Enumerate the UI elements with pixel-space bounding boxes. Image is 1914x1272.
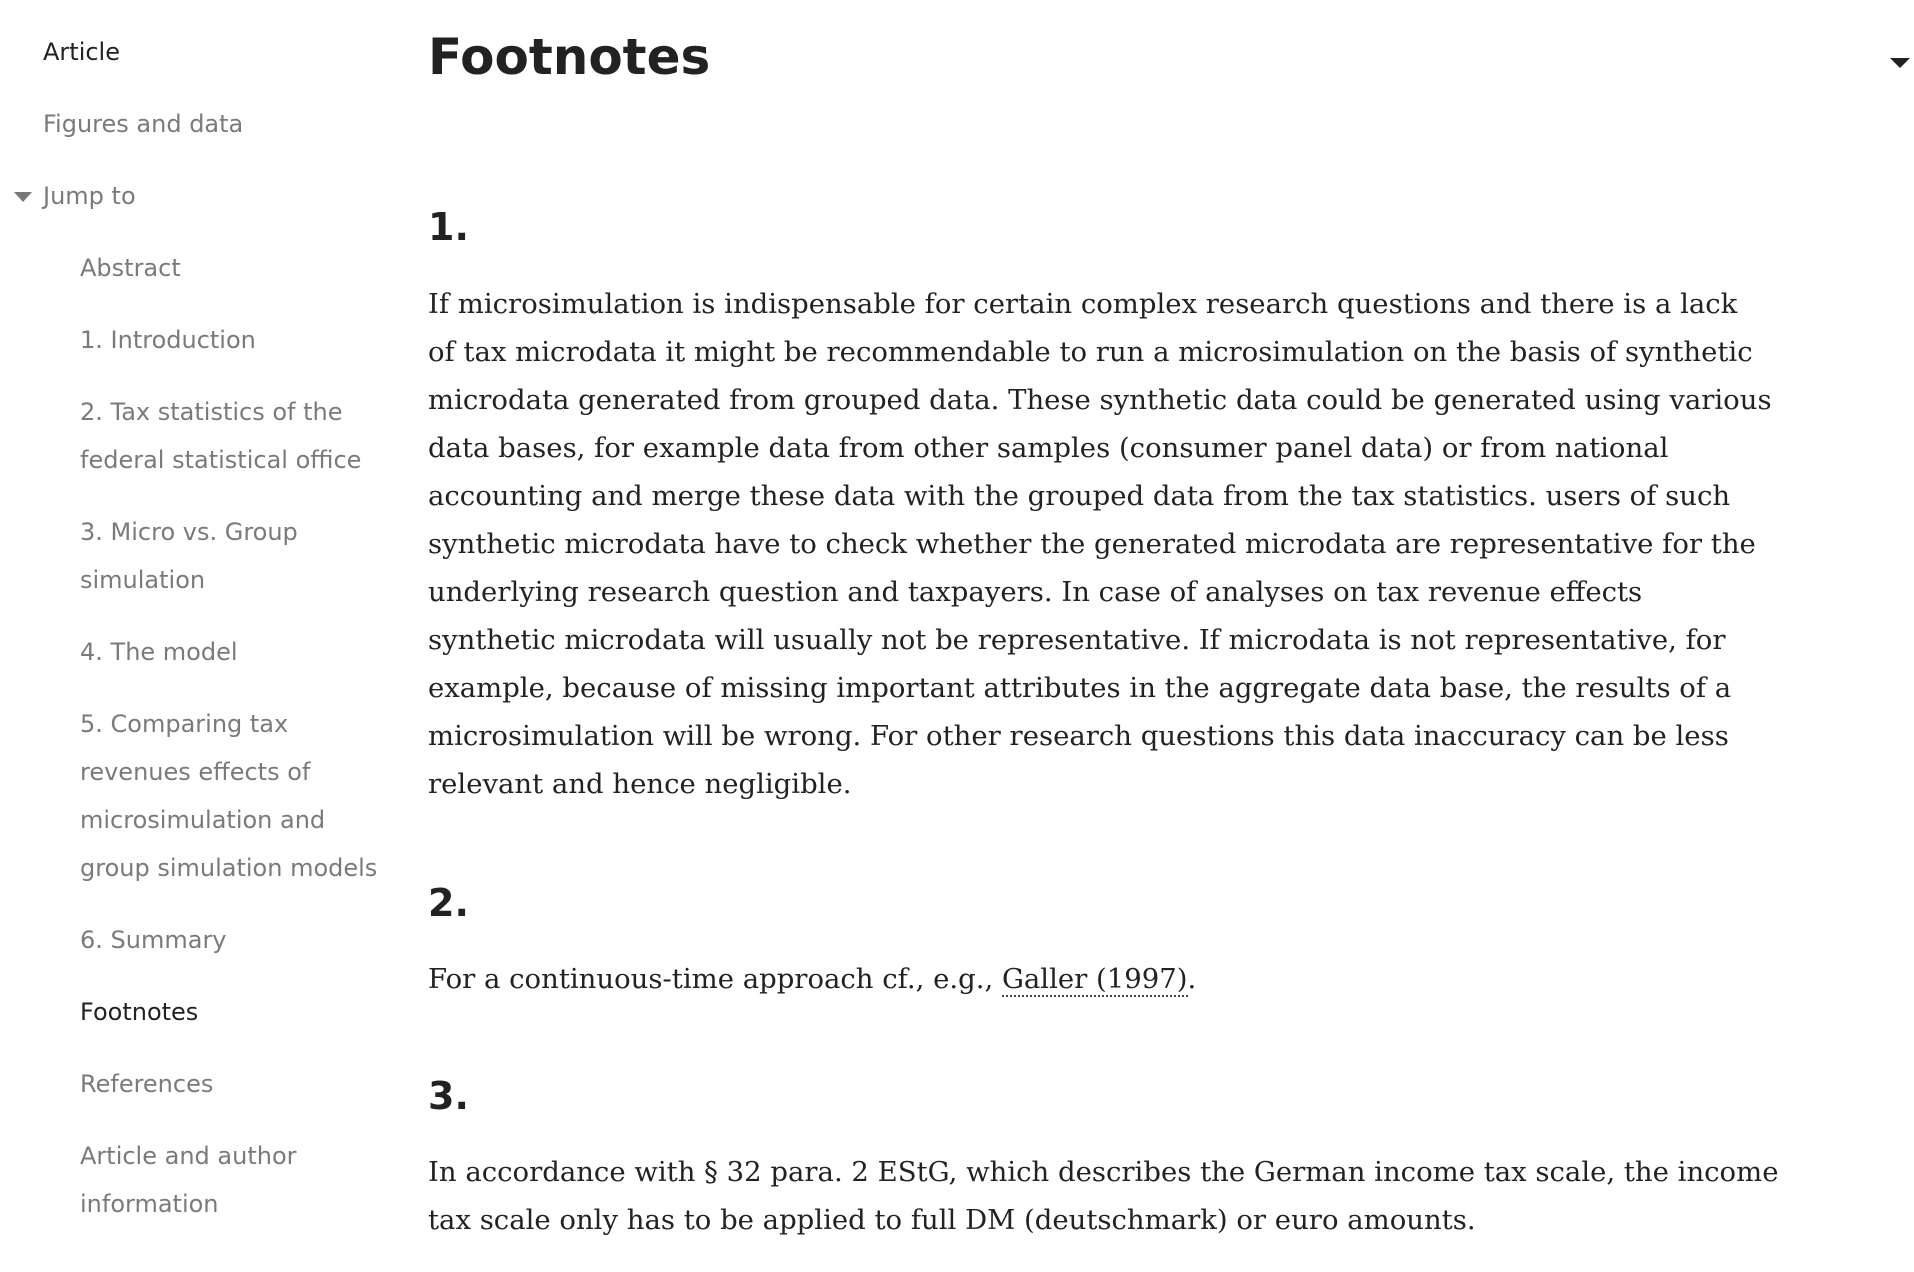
nav-jump-item-label: information [80,1190,219,1218]
jump-to-list [0,244,420,1228]
caret-down-icon [14,192,32,202]
nav-jump-item-label: simulation [80,566,206,594]
footnote-line: underlying research question and taxpayers. In case of analyses on tax revenue effects [428,576,1643,608]
footnote-text-suffix: . [1187,963,1197,995]
nav-figures-and-data[interactable]: Figures and data [43,110,244,138]
footnote-line: of tax microdata it might be recommendable to run a microsimulation on the basis of synthetic [428,336,1753,368]
footnote-number: 1. [428,205,469,249]
footnote-line: tax scale only has to be applied to full DM (deutschmark) or euro amounts. [428,1204,1476,1236]
footnote-text [428,955,1196,1003]
nav-jump-item-label: 5. Comparing tax [80,710,289,738]
footnote-line: synthetic microdata have to check whether the generated microdata are representative for the [428,528,1756,560]
nav-jump-item[interactable] [0,916,420,964]
nav-jump-item-label: 3. Micro vs. Group [80,518,298,546]
nav-jump-item-label: Abstract [80,254,181,282]
nav-jump-item-label: 4. The model [80,638,238,666]
footnote-line: synthetic microdata will usually not be representative. If microdata is not representative, for [428,624,1726,656]
footnote-line: microsimulation will be wrong. For other research questions this data inaccuracy can be less [428,720,1729,752]
footnote-line: microdata generated from grouped data. These synthetic data could be generated using various [428,384,1772,416]
nav-article[interactable]: Article [43,38,120,66]
reference-link-galler-1997[interactable]: Galler (1997) [1001,963,1188,995]
nav-jump-item-label: Footnotes [80,998,199,1026]
nav-jump-to-toggle[interactable] [0,172,420,220]
footnote-line: If microsimulation is indispensable for certain complex research questions and there is a lack [428,288,1738,320]
nav-jump-item[interactable] [0,508,420,604]
collapse-caret-icon[interactable] [1890,58,1910,68]
sidebar-nav [0,28,420,1252]
footnote-text [428,280,1772,808]
nav-jump-item[interactable] [0,1132,420,1228]
footnote-line: accounting and merge these data with the grouped data from the tax statistics. users of such [428,480,1731,512]
nav-jump-item-label: revenues effects of [80,758,311,786]
nav-jump-item[interactable] [0,316,420,364]
nav-jump-item[interactable] [0,1060,420,1108]
footnote-line: relevant and hence negligible. [428,768,852,800]
footnote-text [428,1148,1778,1244]
nav-jump-item-label: group simulation models [80,854,378,882]
page-title: Footnotes [428,28,711,86]
footnote-line: data bases, for example data from other samples (consumer panel data) or from national [428,432,1669,464]
footnote-number: 2. [428,881,469,925]
footnote-text-prefix: For a continuous-time approach cf., e.g., [428,963,1002,995]
nav-jump-item[interactable] [0,988,420,1036]
nav-jump-item-label: References [80,1070,214,1098]
footnote-line: In accordance with § 32 para. 2 EStG, which describes the German income tax scale, the income [428,1156,1779,1188]
nav-jump-item-label: 2. Tax statistics of the [80,398,343,426]
nav-jump-item-label: microsimulation and [80,806,326,834]
nav-jump-item[interactable] [0,700,420,892]
nav-jump-item-label: Article and author [80,1142,297,1170]
footnote-line: example, because of missing important attributes in the aggregate data base, the results of a [428,672,1732,704]
footnote-number: 3. [428,1074,469,1118]
nav-jump-item-label: 1. Introduction [80,326,256,354]
jump-to-label: Jump to [43,182,136,210]
nav-jump-item[interactable] [0,628,420,676]
nav-jump-item-label: 6. Summary [80,926,227,954]
nav-jump-item-label: federal statistical office [80,446,362,474]
nav-jump-item[interactable] [0,244,420,292]
nav-jump-item[interactable] [0,388,420,484]
